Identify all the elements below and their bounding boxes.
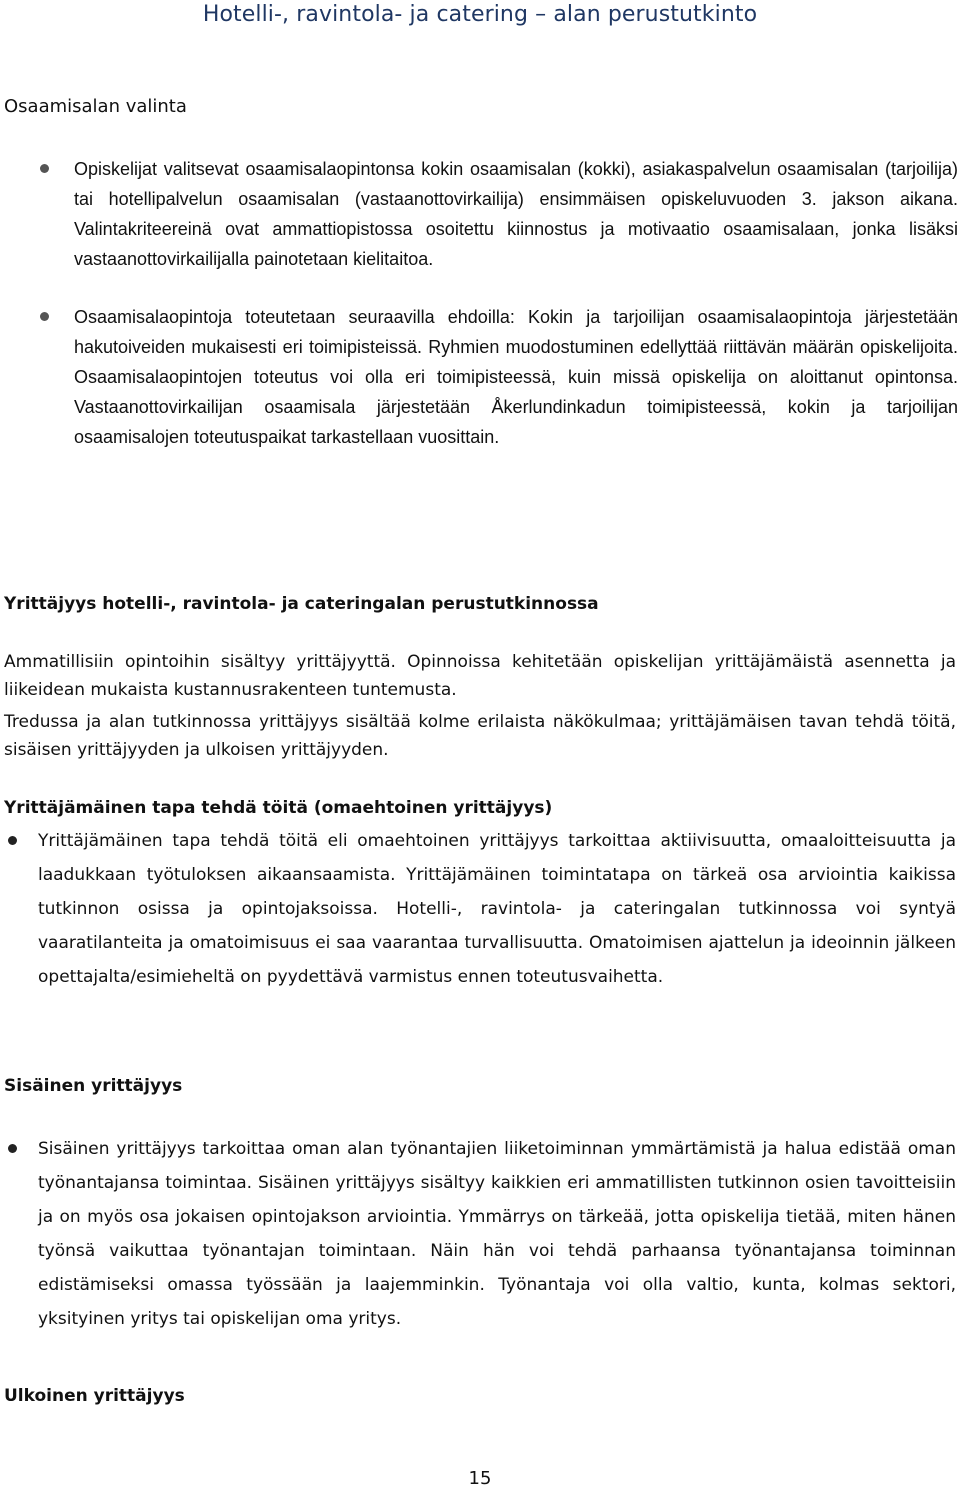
section-heading-ulkoinen-yrittajyys: Ulkoinen yrittäjyys (4, 1386, 185, 1406)
list-item (0, 1132, 956, 1336)
bullet-icon (8, 836, 17, 845)
list-item-text: Yrittäjämäinen tapa tehdä töitä eli omaehtoinen yrittäjyys tarkoittaa aktiivisuutta, omaaloitteisuutta ja laadukkaan työtuloksen aikaansaamista. Yrittäjämäinen toimintatapa on tärkeä osa arviointia kaikissa tutkinnon osissa ja opintojaksoissa. Hotelli-, ravintola- ja cateringalan tutkinnossa voi syntyä vaaratilanteita ja omatoimisuus ei saa vaarantaa turvallisuutta. Omatoimisen ajattelun ja ideoinnin jälkeen opettajalta/esimieheltä on pyydettävä varmistus ennen toteutusvaihetta. (38, 831, 956, 987)
section-heading-sisainen-yrittajyys: Sisäinen yrittäjyys (4, 1076, 183, 1096)
page-number: 15 (468, 1468, 492, 1489)
list-item-text: Sisäinen yrittäjyys tarkoittaa oman alan työnantajien liiketoiminnan ymmärtämistä ja halua edistää oman työnantajansa toimintaa. Sisäinen yrittäjyys sisältyy kaikkien eri ammatillisten tutkinnon osien tavoitteisiin ja on myös osa jokaisen opintojakson arviointia. Ymmärrys on tärkeää, jotta opiskelija tietää, miten hänen työnsä vaikuttaa työnantajan toimintaan. Näin hän voi tehdä parhaansa työnantajansa toiminnan edistämiseksi omassa työssään ja laajemminkin. Työnantaja voi olla valtio, kunta, kolmas sektori, yksityinen yritys tai opiskelijan oma yritys. (38, 1139, 956, 1329)
list-item (0, 302, 958, 452)
bullet-icon (40, 312, 49, 321)
section-heading-yrittajyys: Yrittäjyys hotelli-, ravintola- ja cateringalan perustutkinnossa (4, 594, 599, 614)
section-heading-omaehtoinen-yrittajyys: Yrittäjämäinen tapa tehdä töitä (omaehtoinen yrittäjyys) (4, 798, 553, 818)
sisainen-bullet-list (0, 1132, 956, 1336)
list-item-text: Osaamisalaopintoja toteutetaan seuraavilla ehdoilla: Kokin ja tarjoilijan osaamisalaopintoja järjestetään hakutoiveiden mukaisesti eri toimipisteissä. Ryhmien muodostuminen edellyttää riittävän määrän opiskelijoita. Osaamisalaopintojen toteutus voi olla eri toimipisteessä, kuin missä opiskelija on aloittanut opintonsa. Vastaanottovirkailijan osaamisala järjestetään Åkerlundinkadun toimipisteessä, kokin ja tarjoilijan osaamisalojen toteutuspaikat tarkastellaan vuosittain. (74, 307, 958, 447)
paragraph-yrittajyys-nakokulmat: Tredussa ja alan tutkinnossa yrittäjyys sisältää kolme erilaista näkökulmaa; yrittäjämäisen tavan tehdä töitä, sisäisen yrittäjyyden ja ulkoisen yrittäjyyden. (4, 712, 956, 760)
list-item (0, 824, 956, 994)
page-header-title: Hotelli-, ravintola- ja catering – alan perustutkinto (202, 2, 758, 27)
list-item (0, 154, 958, 274)
paragraph-yrittajyys-intro: Ammatillisiin opintoihin sisältyy yrittäjyyttä. Opinnoissa kehitetään opiskelijan yrittäjämäistä asennetta ja liikeidean mukaista kustannusrakenteen tuntemusta. (4, 652, 956, 700)
bullet-icon (40, 164, 49, 173)
osaamisala-bullet-list (0, 154, 958, 452)
omaehtoinen-bullet-list (0, 824, 956, 994)
list-item-text: Opiskelijat valitsevat osaamisalaopintonsa kokin osaamisalan (kokki), asiakaspalvelun osaamisalan (tarjoilija) tai hotellipalvelun osaamisalan (vastaanottovirkailija) ensimmäisen opiskeluvuoden 3. jakson aikana. Valintakriteereinä ovat ammattiopistossa osoitettu kiinnostus ja motivaatio osaamisalaan, jonka lisäksi vastaanottovirkailijalla painotetaan kielitaitoa. (74, 159, 958, 269)
bullet-icon (8, 1144, 17, 1153)
section-heading-osaamisalan-valinta: Osaamisalan valinta (4, 96, 187, 117)
